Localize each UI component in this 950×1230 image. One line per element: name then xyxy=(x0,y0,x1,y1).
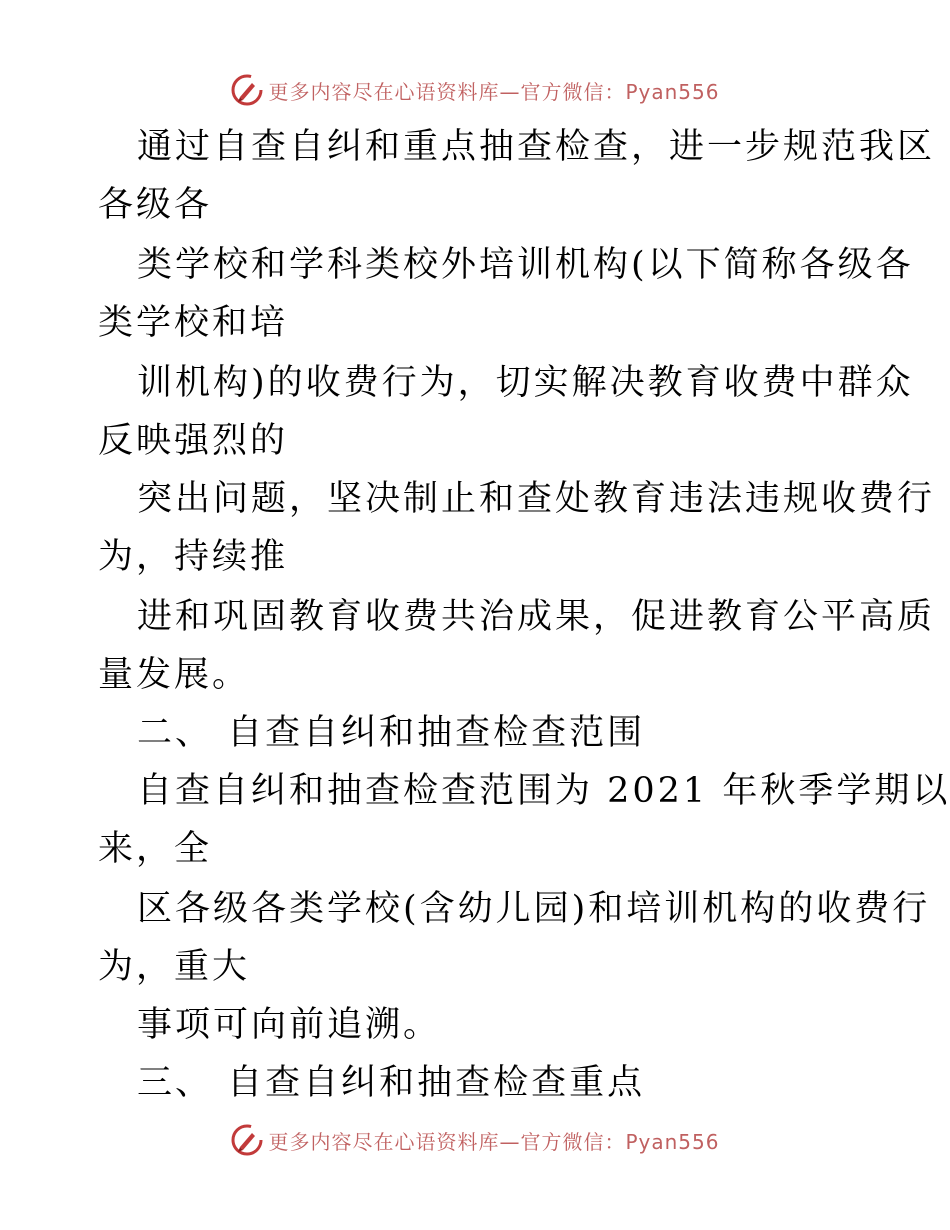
body-line: 事项可向前追溯。 xyxy=(137,1005,442,1045)
header-banner xyxy=(0,70,950,110)
body-line: 进和巩固教育收费共治成果，促进教育公平高质 xyxy=(137,597,936,637)
body-line: 为，持续推 xyxy=(98,537,289,577)
body-line: 类学校和培 xyxy=(98,303,289,343)
body-line: 来，全 xyxy=(98,829,213,869)
header-banner-text: 更多内容尽在心语资料库—官方微信：Pyan556 xyxy=(268,79,720,104)
body-line: 区各级各类学校(含幼儿园)和培训机构的收费行 xyxy=(137,889,931,929)
body-line: 为，重大 xyxy=(98,947,251,987)
body-line: 训机构)的收费行为，切实解决教育收费中群众 xyxy=(137,363,914,403)
body-line: 量发展。 xyxy=(98,655,251,695)
body-line: 自查自纠和抽查检查范围为 2021 年秋季学期以 xyxy=(137,771,950,811)
body-line: 突出问题，坚决制止和查处教育违法违规收费行 xyxy=(137,479,936,519)
footer-banner xyxy=(0,1120,950,1160)
pen-nib-logo-icon xyxy=(230,1123,264,1157)
pen-nib-logo-icon xyxy=(230,73,264,107)
body-line: 类学校和学科类校外培训机构(以下简称各级各 xyxy=(137,245,914,285)
section-heading: 二、 自查自纠和抽查检查范围 xyxy=(137,713,646,753)
body-line: 反映强烈的 xyxy=(98,421,289,461)
footer-banner-text: 更多内容尽在心语资料库—官方微信：Pyan556 xyxy=(268,1129,720,1154)
section-heading: 三、 自查自纠和抽查检查重点 xyxy=(137,1063,646,1103)
body-line: 各级各 xyxy=(98,185,213,225)
body-line: 通过自查自纠和重点抽查检查，进一步规范我区 xyxy=(137,127,936,167)
